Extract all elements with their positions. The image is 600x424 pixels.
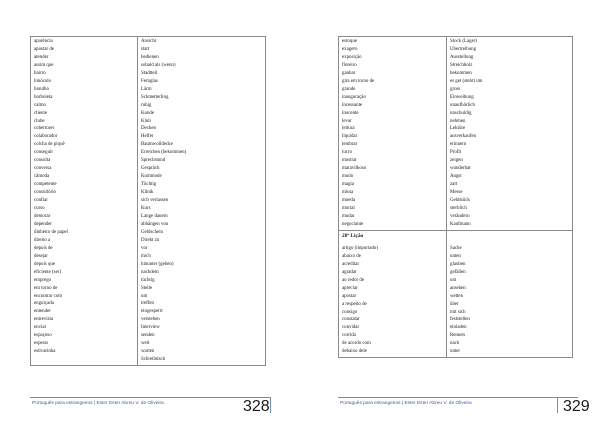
- portuguese-column: [31, 37, 138, 366]
- vocab-word: de acordo com: [342, 341, 371, 347]
- vocab-translation: einladen: [450, 325, 467, 331]
- footer-separator: [557, 397, 558, 413]
- vocab-word: estoque: [342, 39, 357, 44]
- vocab-translation: Sprechstund: [141, 158, 166, 164]
- footer-separator: [270, 397, 271, 413]
- vocab-word: aparência: [34, 39, 53, 44]
- vocab-translation: Angst: [450, 174, 462, 180]
- vocab-word: direito a: [34, 237, 51, 243]
- vocab-translation: Sache: [450, 245, 462, 251]
- vocab-word: binóculo: [34, 78, 52, 84]
- vocab-word: debaixo dele: [342, 349, 367, 355]
- vocab-word: ganhar: [342, 70, 356, 76]
- vocab-word: encontrar com: [34, 293, 63, 299]
- vocab-word: entender: [34, 309, 51, 315]
- vocab-translation: Kurs: [141, 206, 151, 212]
- vocab-translation: sich verlassen: [141, 198, 169, 204]
- vocab-translation: verstehen: [141, 317, 160, 323]
- vocab-word: emprego: [34, 277, 52, 283]
- vocab-word: enguiçada: [34, 301, 54, 307]
- vocab-translation: ausverkaufen: [450, 134, 477, 140]
- vocab-word: maravilhoso: [342, 166, 367, 172]
- vocab-translation: Messe: [450, 190, 463, 196]
- vocab-translation: Schmetterling: [141, 94, 169, 100]
- vocab-word: missa: [342, 190, 354, 196]
- vocab-word: em torno de: [34, 285, 58, 291]
- vocab-word: depois de: [34, 245, 53, 251]
- vocab-word: clube: [34, 118, 45, 124]
- vocab-word: gira em torno de: [342, 78, 375, 84]
- vocab-word: a respeito de: [342, 301, 367, 307]
- vocab-translation: glauben: [450, 261, 466, 267]
- vocab-translation: ansehen: [450, 285, 466, 291]
- vocab-translation: unter: [450, 349, 461, 355]
- vocab-word: liquidar: [342, 134, 358, 140]
- vocab-translation: nach: [450, 341, 460, 347]
- vocab-word: calmo: [34, 102, 46, 108]
- vocab-word: cobertores: [34, 126, 55, 132]
- vocab-translation: Decken: [141, 126, 156, 132]
- vocab-translation: sterblich: [450, 206, 467, 212]
- vocab-translation: tüchtig: [141, 277, 155, 283]
- vocab-word: abaixo de: [342, 253, 361, 259]
- vocab-translation: Lange dauern: [141, 213, 168, 219]
- vocab-translation: Baumwolldecke: [141, 142, 173, 148]
- vocab-translation: wunderbar: [450, 166, 471, 172]
- vocab-word: artigo (importado): [342, 245, 378, 251]
- vocab-word: assim que: [34, 62, 54, 68]
- vocab-translation: hinunter (gehen): [141, 261, 174, 267]
- vocab-translation: Geldschein: [141, 229, 164, 235]
- vocab-translation: ruhig: [141, 102, 152, 108]
- vocab-translation: unten: [450, 253, 461, 259]
- vocab-translation: Lärm: [141, 86, 152, 92]
- vocab-word: mudo: [342, 174, 354, 180]
- german-column: [447, 37, 573, 231]
- vocab-translation: gefällen: [450, 269, 466, 275]
- portuguese-column: [339, 37, 447, 231]
- vocab-word: convidar: [342, 325, 360, 331]
- vocab-word: acreditar: [342, 261, 360, 267]
- vocab-word: apostar de: [34, 46, 54, 52]
- vocab-word: confiar: [34, 198, 48, 204]
- vocab-translation: es get (steht) um: [450, 78, 483, 84]
- vocab-translation: statt: [141, 46, 150, 52]
- vocab-word: borboleta: [34, 94, 53, 100]
- vocab-word: câmoda: [34, 174, 50, 180]
- vocab-word: desejar: [34, 253, 48, 259]
- vocab-translation: verändern: [450, 213, 470, 219]
- vocab-word: grande: [342, 86, 356, 92]
- vocab-translation: Kaufmann: [450, 221, 471, 227]
- lesson-german-column: [447, 230, 573, 357]
- vocab-translation: Ansicht: [141, 39, 157, 44]
- vocab-word: apreciar: [342, 285, 358, 291]
- vocab-word: ao redor de: [342, 277, 364, 283]
- vocab-translation: Profit: [450, 150, 462, 156]
- vocab-word: exagero: [342, 46, 358, 52]
- vocab-translation: eingesperrt: [141, 309, 163, 315]
- vocab-word: dinheiro de papel: [34, 229, 68, 235]
- vocab-translation: Übertreibung: [450, 46, 477, 52]
- vocab-word: conseguir: [34, 150, 54, 156]
- vocab-word: consultório: [34, 190, 57, 196]
- footer-left: [30, 397, 270, 414]
- page-number: 329: [563, 398, 590, 415]
- vocab-translation: Stock (Lager): [450, 39, 478, 44]
- vocab-translation: Streichholz: [450, 62, 473, 68]
- vocab-word: agradar: [342, 269, 357, 275]
- vocab-table-left: [30, 36, 266, 366]
- vocab-word: constatar: [342, 317, 360, 323]
- vocab-word: depender: [34, 221, 52, 227]
- vocab-word: esperar: [34, 341, 49, 347]
- vocab-translation: senden: [141, 333, 155, 339]
- vocab-translation: wetten: [450, 293, 464, 299]
- vocab-word: conversa: [34, 166, 52, 172]
- vocab-translation: treffen: [141, 301, 154, 307]
- vocab-table-right: [338, 36, 573, 358]
- vocab-word: atender: [34, 54, 49, 60]
- vocab-word: moeda: [342, 198, 356, 204]
- vocab-word: lembrar: [342, 142, 358, 148]
- table-row: [31, 37, 266, 366]
- vocab-word: negociante: [342, 221, 364, 227]
- vocab-word: consigo: [342, 309, 358, 315]
- vocab-word: espaçoso: [34, 333, 52, 339]
- vocab-translation: Geldstück: [450, 198, 470, 204]
- vocab-translation: gross: [450, 86, 461, 92]
- vocab-translation: Kunde: [141, 110, 155, 116]
- vocab-translation: nehmen: [450, 118, 466, 124]
- vocab-translation: unaufhörlich: [450, 102, 475, 108]
- vocab-translation: abhängen von: [141, 221, 169, 227]
- vocab-word: demorar: [34, 213, 51, 219]
- vocab-translation: feststellen: [450, 317, 470, 323]
- vocab-translation: Tüchtig: [141, 182, 157, 188]
- vocab-translation: weit: [141, 341, 150, 347]
- vocab-word: competente: [34, 182, 57, 188]
- lesson-portuguese-column: [339, 230, 447, 357]
- vocab-word: entrevista: [34, 317, 54, 323]
- vocab-translation: mich: [141, 253, 151, 259]
- vocab-word: levar: [342, 118, 352, 124]
- vocab-word: barulho: [34, 86, 49, 92]
- lesson-title: 28ª Lição: [342, 232, 364, 239]
- vocab-word: depois que: [34, 261, 56, 267]
- vocab-translation: Ausstellung: [450, 54, 474, 60]
- footer-text: Português para estrangeiros | Ester Ester Abreu V. de Oliveira: [340, 401, 472, 406]
- vocab-word: cliente: [34, 110, 48, 116]
- vocab-translation: Klub: [141, 118, 151, 124]
- footer-right: [338, 397, 578, 414]
- vocab-translation: mit sich: [450, 309, 466, 315]
- vocab-translation: Helfer: [141, 134, 154, 140]
- vocab-translation: Erreichen (bekommen): [141, 150, 187, 156]
- vocab-word: lucro: [342, 150, 353, 156]
- vocab-translation: zeigen: [450, 158, 463, 164]
- vocab-word: estivarinha: [34, 349, 56, 355]
- vocab-translation: Direkt zu: [141, 237, 160, 243]
- vocab-translation: Gespräch: [141, 166, 160, 172]
- vocab-translation: Lektüre: [450, 126, 466, 132]
- vocab-translation: unschuldig: [450, 110, 472, 116]
- page-number: 328: [243, 398, 270, 415]
- vocab-word: mostrar: [342, 158, 357, 164]
- vocab-word: mudar: [342, 213, 355, 219]
- vocab-word: leitura: [342, 126, 355, 132]
- vocab-word: corrida: [342, 333, 356, 339]
- vocab-translation: zart: [450, 182, 458, 188]
- vocab-word: exposição: [342, 54, 362, 60]
- table-row: [339, 230, 573, 357]
- footer-text: Português para estrangeiros | Ester Ester Abreu V. de Oliveira: [32, 401, 164, 406]
- vocab-translation: Stelle: [141, 285, 153, 291]
- german-column: [138, 37, 266, 366]
- vocab-translation: um: [450, 277, 457, 283]
- vocab-word: enviar: [34, 325, 47, 331]
- vocab-word: magia: [342, 182, 354, 188]
- vocab-translation: Fernglas: [141, 78, 158, 84]
- vocab-translation: Schreibtisch: [141, 357, 166, 363]
- vocab-translation: Einweihung: [450, 94, 474, 100]
- vocab-translation: erinnern: [450, 142, 467, 148]
- vocab-word: colcha de piquê: [34, 142, 65, 148]
- vocab-translation: Kommode: [141, 174, 162, 180]
- vocab-translation: nachdem: [141, 269, 159, 275]
- vocab-translation: über: [450, 301, 459, 307]
- vocab-word: floreiro: [342, 62, 357, 68]
- vocab-word: bairro: [34, 70, 46, 76]
- vocab-word: curso: [34, 206, 45, 212]
- vocab-word: inauguração: [342, 94, 366, 100]
- vocab-translation: bekommen: [450, 70, 472, 76]
- vocab-word: incessante: [342, 102, 363, 108]
- vocab-translation: Stadtteil: [141, 70, 158, 76]
- vocab-translation: warten: [141, 349, 155, 355]
- vocab-translation: Rennen: [450, 333, 465, 339]
- vocab-word: consulta: [34, 158, 51, 164]
- vocab-word: eficiente (ser): [34, 269, 62, 275]
- table-row: [339, 37, 573, 231]
- vocab-word: apostar: [342, 293, 357, 299]
- vocab-translation: bedienen: [141, 54, 159, 60]
- vocab-word: mortal: [342, 206, 355, 212]
- vocab-translation: um: [141, 293, 148, 299]
- vocab-translation: vor: [141, 245, 148, 251]
- vocab-word: inocente: [342, 110, 359, 116]
- vocab-translation: Klinik: [141, 190, 154, 196]
- vocab-word: colaborador: [34, 134, 58, 140]
- vocab-translation: sobald als (wenn): [141, 62, 176, 68]
- vocab-translation: Interview: [141, 325, 160, 331]
